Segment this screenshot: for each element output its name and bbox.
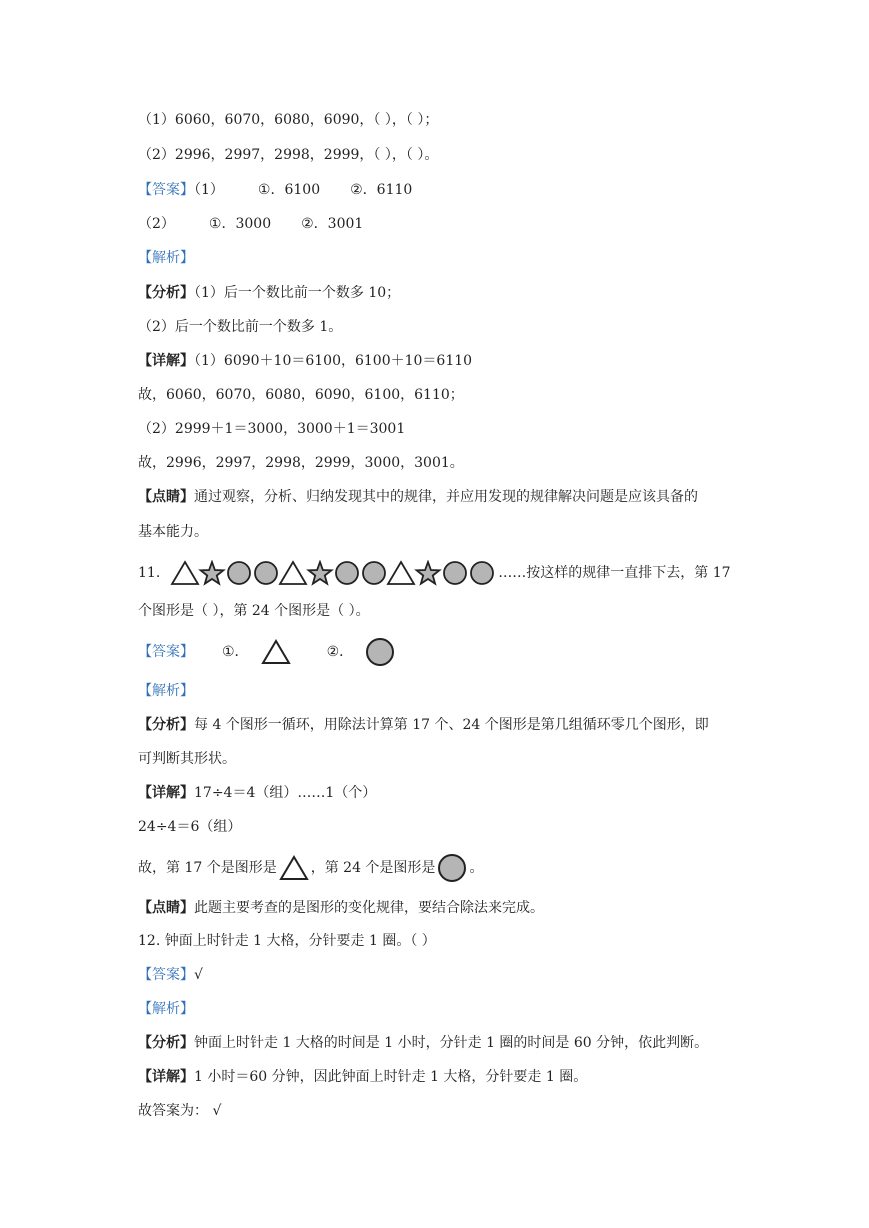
answer-tag: 【答案】 bbox=[138, 644, 194, 660]
q12-final: 故答案为： √ bbox=[138, 1103, 222, 1119]
answer-a-label: ①． bbox=[222, 644, 249, 660]
q10-dianjing bbox=[138, 487, 698, 507]
star-icon bbox=[309, 562, 332, 584]
answer2-b: ②．3001 bbox=[301, 216, 364, 232]
q10-xiangjie2: 故，6060，6070，6080，6090，6100，6110； bbox=[138, 387, 464, 403]
q12-answer bbox=[138, 965, 203, 985]
conclusion-b: ，第 24 个是图形是 bbox=[310, 860, 436, 876]
q11-stem-cont: 个图形是（ ），第 24 个图形是（ ）。 bbox=[138, 603, 370, 619]
triangle-icon bbox=[279, 855, 309, 881]
star-icon bbox=[417, 562, 440, 584]
xiangjie-tag: 【详解】 bbox=[138, 1069, 194, 1085]
shape-sequence-svg bbox=[170, 560, 498, 586]
shape-sequence bbox=[170, 560, 498, 586]
q10-dianjing-cont: 基本能力。 bbox=[138, 524, 208, 540]
q12-stem: 12. 钟面上时针走 1 大格，分针要走 1 圈。（ ） bbox=[138, 933, 436, 949]
dianjing-text: 此题主要考查的是图形的变化规律，要结合除法来完成。 bbox=[194, 900, 544, 916]
q11-fenxi-cont: 可判断其形状。 bbox=[138, 751, 236, 767]
q10-xiangjie3: （2）2999＋1＝3000，3000＋1＝3001 bbox=[138, 421, 406, 437]
answer-tag: 【答案】 bbox=[138, 182, 194, 198]
q11-conclusion bbox=[138, 853, 483, 883]
xiangjie-text: 1 小时＝60 分钟，因此钟面上时针走 1 大格，分针要走 1 圈。 bbox=[194, 1069, 588, 1085]
answer-value: √ bbox=[194, 967, 203, 983]
circle-icon bbox=[444, 562, 466, 584]
answer1-a: ①．6100 bbox=[257, 182, 321, 198]
conclusion-c: 。 bbox=[469, 860, 484, 876]
q11-xiangjie1 bbox=[138, 783, 376, 803]
fenxi-tag: 【分析】 bbox=[138, 1035, 194, 1051]
dianjing-tag: 【点睛】 bbox=[138, 489, 194, 505]
q12-xiangjie bbox=[138, 1067, 587, 1087]
fenxi-text: 钟面上时针走 1 大格的时间是 1 小时，分针走 1 圈的时间是 60 分钟，依此判断。 bbox=[194, 1035, 709, 1051]
circle-icon bbox=[437, 853, 467, 883]
circle-icon bbox=[336, 562, 358, 584]
q11-answer bbox=[138, 638, 395, 666]
q10-answer bbox=[138, 180, 412, 200]
answer-b-label: ②． bbox=[326, 644, 354, 660]
circle-icon bbox=[255, 562, 277, 584]
xiangjie-tag: 【详解】 bbox=[138, 353, 194, 369]
circle-icon bbox=[471, 562, 493, 584]
answer2-a: ①．3000 bbox=[208, 216, 272, 232]
dianjing-tag: 【点睛】 bbox=[138, 900, 194, 916]
answer1-prefix: （1） bbox=[194, 182, 224, 198]
answer1-b: ②．6110 bbox=[350, 182, 413, 198]
q10-part2: （2）2996，2997，2998，2999，（ ），（ ）。 bbox=[138, 147, 439, 163]
q12-fenxi bbox=[138, 1033, 708, 1053]
q10-part1: （1）6060，6070，6080，6090，（ ），（ ）； bbox=[138, 112, 439, 128]
dianjing-text: 通过观察，分析、归纳发现其中的规律，并应用发现的规律解决问题是应该具备的 bbox=[194, 489, 698, 505]
q12-analysis-tag: 【解析】 bbox=[138, 1001, 194, 1017]
circle-icon bbox=[365, 638, 395, 666]
xiangjie-text: 17÷4＝4（组）……1（个） bbox=[194, 785, 377, 801]
answer-tag: 【答案】 bbox=[138, 967, 194, 983]
q10-xiangjie1 bbox=[138, 351, 472, 371]
q11-dianjing bbox=[138, 898, 544, 918]
q11-stem-text: ……按这样的规律一直排下去，第 17 bbox=[498, 565, 731, 581]
fenxi-text: （1）后一个数比前一个数多 10； bbox=[194, 285, 401, 301]
circle-icon bbox=[228, 562, 250, 584]
q11-fenxi bbox=[138, 715, 709, 735]
triangle-icon bbox=[261, 639, 291, 665]
answer2-prefix: （2） bbox=[138, 216, 175, 232]
xiangjie-tag: 【详解】 bbox=[138, 785, 194, 801]
question-number: 11. bbox=[138, 565, 161, 581]
fenxi-tag: 【分析】 bbox=[138, 717, 194, 733]
star-icon bbox=[201, 562, 224, 584]
triangle-icon bbox=[172, 562, 198, 584]
conclusion-a: 故，第 17 个是图形是 bbox=[138, 860, 277, 876]
q10-xiangjie4: 故，2996，2997，2998，2999，3000，3001。 bbox=[138, 455, 464, 471]
q10-fenxi1 bbox=[138, 283, 400, 303]
q11-analysis-tag: 【解析】 bbox=[138, 683, 194, 699]
q10-analysis-tag: 【解析】 bbox=[138, 250, 194, 266]
triangle-icon bbox=[388, 562, 414, 584]
triangle-icon bbox=[280, 562, 306, 584]
xiangjie-text: （1）6090＋10＝6100，6100＋10＝6110 bbox=[194, 353, 473, 369]
q11-xiangjie2: 24÷4＝6（组） bbox=[138, 819, 242, 835]
q10-fenxi2: （2）后一个数比前一个数多 1。 bbox=[138, 319, 343, 335]
q11-stem bbox=[138, 560, 731, 586]
fenxi-tag: 【分析】 bbox=[138, 285, 194, 301]
q10-answer2 bbox=[138, 214, 363, 234]
circle-icon bbox=[363, 562, 385, 584]
fenxi-text: 每 4 个图形一循环，用除法计算第 17 个、24 个图形是第几组循环零几个图形，即 bbox=[194, 717, 709, 733]
